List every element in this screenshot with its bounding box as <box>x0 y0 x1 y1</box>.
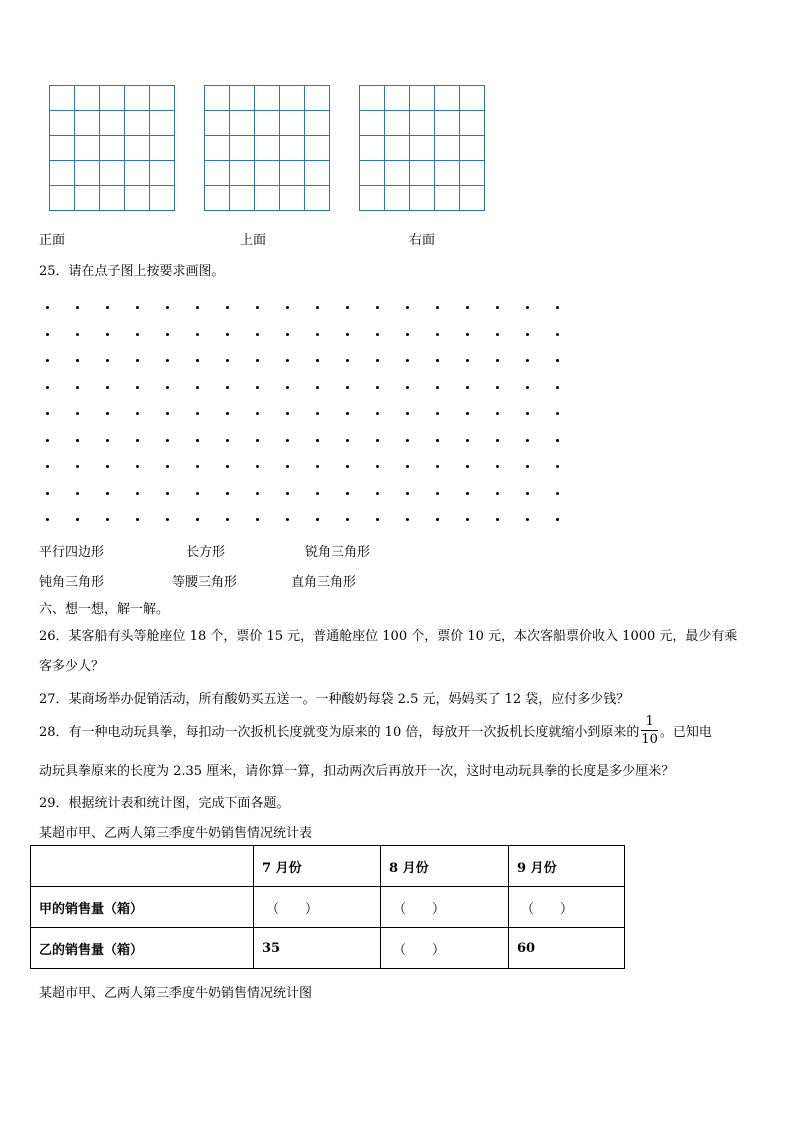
grid-dot <box>496 359 499 362</box>
grid-dot <box>466 492 469 495</box>
grid-dot <box>346 333 349 336</box>
grid-dot <box>406 386 409 389</box>
grid-dot <box>346 465 349 468</box>
grid-dot <box>496 386 499 389</box>
grid-dot <box>226 412 229 415</box>
grid-dot <box>406 439 409 442</box>
grid-dot <box>106 333 109 336</box>
grid-dot <box>76 492 79 495</box>
grid-dot <box>436 306 439 309</box>
grid-dot <box>76 333 79 336</box>
grid-dot <box>526 492 529 495</box>
table-row <box>31 928 625 969</box>
grid-dot <box>106 412 109 415</box>
grid-dot <box>376 333 379 336</box>
grid-dot <box>346 439 349 442</box>
grid-dot <box>526 306 529 309</box>
q28-line2: 动玩具拳原来的长度为 2.35 厘米，请你算一算，扣动两次后再放开一次，这时电动玩具拳的长度是多少厘米？ <box>39 764 675 779</box>
jia-august-blank[interactable]: （ ） <box>381 887 509 928</box>
grid-dot <box>496 333 499 336</box>
grid-dot <box>256 439 259 442</box>
grid-dot <box>406 465 409 468</box>
grid-dot <box>376 359 379 362</box>
grid-dot <box>556 439 559 442</box>
grid-dot <box>406 359 409 362</box>
grid-dot <box>436 359 439 362</box>
grid-dot <box>226 465 229 468</box>
row-label-yi: 乙的销售量（箱） <box>31 928 254 969</box>
grid-dot <box>286 492 289 495</box>
grid-dot <box>316 492 319 495</box>
grid-dot <box>496 439 499 442</box>
grid-dot <box>196 465 199 468</box>
grid-dot <box>376 465 379 468</box>
grid-dot <box>226 333 229 336</box>
grid-dot <box>376 412 379 415</box>
grid-dot <box>436 412 439 415</box>
grid-dot <box>196 412 199 415</box>
grid-dot <box>46 412 49 415</box>
grid-dot <box>76 359 79 362</box>
grid-dot <box>226 439 229 442</box>
grid-dot <box>106 518 109 521</box>
grid-dot <box>496 518 499 521</box>
grid-dot <box>196 333 199 336</box>
grid-dot <box>76 465 79 468</box>
fraction <box>641 715 658 746</box>
section-heading: 六、想一想，解一解。 <box>39 602 170 617</box>
grid-dot <box>166 465 169 468</box>
grid-dot <box>166 412 169 415</box>
grid-dot <box>286 412 289 415</box>
table-header-row <box>31 846 625 887</box>
grid-dot <box>466 359 469 362</box>
grid-dot <box>46 439 49 442</box>
grid-dot <box>226 518 229 521</box>
grid-dot <box>556 386 559 389</box>
grid-dot <box>106 386 109 389</box>
grid-dot <box>166 306 169 309</box>
grid-dot <box>136 359 139 362</box>
grid-dot <box>316 412 319 415</box>
grid-dot <box>526 333 529 336</box>
grid-dot <box>466 386 469 389</box>
grid-dot <box>286 386 289 389</box>
grid-dot <box>136 386 139 389</box>
q28-line1 <box>39 712 712 748</box>
grid-dot <box>556 518 559 521</box>
view-label-right: 右面 <box>409 233 436 248</box>
grid-dot <box>526 465 529 468</box>
grid-dot <box>106 492 109 495</box>
grid-dot <box>406 518 409 521</box>
grid-dot <box>196 386 199 389</box>
grid-dot <box>376 439 379 442</box>
grid-dot <box>196 306 199 309</box>
grid-dot <box>496 412 499 415</box>
grid-dot <box>406 333 409 336</box>
grid-dot <box>46 386 49 389</box>
grid-dot <box>526 412 529 415</box>
grid-dot <box>316 386 319 389</box>
grid-dot <box>256 333 259 336</box>
grid-dot <box>556 333 559 336</box>
grid-dot <box>226 359 229 362</box>
grid-dot <box>196 359 199 362</box>
grid-dot <box>376 386 379 389</box>
grid-dot <box>196 518 199 521</box>
shape-parallelogram: 平行四边形 <box>39 545 105 560</box>
grid-dot <box>166 333 169 336</box>
grid-dot <box>466 333 469 336</box>
grid-dot <box>316 439 319 442</box>
grid-dot <box>46 492 49 495</box>
grid-dot <box>46 518 49 521</box>
grid-dot <box>466 412 469 415</box>
jia-july-blank[interactable]: （ ） <box>254 887 381 928</box>
grid-dot <box>166 359 169 362</box>
table-title: 某超市甲、乙两人第三季度牛奶销售情况统计表 <box>39 826 313 841</box>
grid-dot <box>556 492 559 495</box>
grid-dot <box>466 518 469 521</box>
grid-dot <box>46 465 49 468</box>
grid-dot <box>286 306 289 309</box>
grid-dot <box>76 518 79 521</box>
grid-dot <box>226 492 229 495</box>
fraction-numerator: 1 <box>641 715 658 731</box>
shape-acute-triangle: 锐角三角形 <box>305 545 371 560</box>
grid-dot <box>526 518 529 521</box>
grid-dot <box>256 306 259 309</box>
grid-dot <box>46 333 49 336</box>
table-corner-cell <box>31 846 254 887</box>
grid-dot <box>526 359 529 362</box>
grid-dot <box>106 439 109 442</box>
grid-dot <box>466 439 469 442</box>
header-september: 9 月份 <box>509 846 625 887</box>
sales-table <box>30 845 625 969</box>
grid-dot <box>256 465 259 468</box>
grid-dot <box>406 492 409 495</box>
grid-dot <box>346 306 349 309</box>
chart-title: 某超市甲、乙两人第三季度牛奶销售情况统计图 <box>39 986 313 1001</box>
grid-dot <box>436 492 439 495</box>
shape-rectangle: 长方形 <box>186 545 226 560</box>
jia-september-blank[interactable]: （ ） <box>509 887 625 928</box>
grid-dot <box>76 439 79 442</box>
grid-dot <box>436 333 439 336</box>
grid-dot <box>76 386 79 389</box>
grid-dot <box>526 386 529 389</box>
grid-dot <box>166 439 169 442</box>
grid-dot <box>136 333 139 336</box>
grid-dot <box>256 359 259 362</box>
grid-dot <box>376 492 379 495</box>
grid-dot <box>136 439 139 442</box>
fraction-denominator: 10 <box>641 731 658 747</box>
grid-dot <box>346 412 349 415</box>
grid-dot <box>286 359 289 362</box>
q28-part2: 。已知电 <box>659 724 712 740</box>
table-row <box>31 887 625 928</box>
grid-top <box>204 85 330 211</box>
grid-dot <box>286 465 289 468</box>
grid-dot <box>106 306 109 309</box>
grid-dot <box>316 359 319 362</box>
grid-dot <box>136 412 139 415</box>
grid-dot <box>166 386 169 389</box>
grid-dot <box>136 465 139 468</box>
grid-dot <box>316 333 319 336</box>
grid-dot <box>136 492 139 495</box>
yi-july-value: 35 <box>254 928 381 969</box>
q25-title: 25．请在点子图上按要求画图。 <box>39 264 225 279</box>
view-label-front: 正面 <box>39 233 66 248</box>
grid-dot <box>406 412 409 415</box>
grid-dot <box>346 386 349 389</box>
grid-dot <box>286 439 289 442</box>
q28-part1: 28．有一种电动玩具拳，每扣动一次扳机长度就变为原来的 10 倍，每放开一次扳机长度就缩小到原来的 <box>39 724 640 740</box>
grid-dot <box>496 465 499 468</box>
q26-line1: 26．某客船有头等舱座位 18 个，票价 15 元，普通舱座位 100 个，票价 10 元，本次客船票价收入 1000 元，最少有乘 <box>39 629 738 644</box>
grid-dot <box>496 306 499 309</box>
grid-dot <box>436 518 439 521</box>
grid-dot <box>436 439 439 442</box>
grid-dot <box>466 306 469 309</box>
grid-right <box>359 85 485 211</box>
grid-dot <box>256 412 259 415</box>
grid-dot <box>286 518 289 521</box>
shape-right-triangle: 直角三角形 <box>291 575 357 590</box>
grid-dot <box>436 465 439 468</box>
grid-dot <box>556 412 559 415</box>
view-label-top: 上面 <box>240 233 267 248</box>
grid-dot <box>316 465 319 468</box>
grid-dot <box>106 359 109 362</box>
grid-dot <box>226 386 229 389</box>
shape-isosceles-triangle: 等腰三角形 <box>172 575 238 590</box>
shape-obtuse-triangle: 钝角三角形 <box>39 575 105 590</box>
grid-dot <box>46 359 49 362</box>
grid-dot <box>166 492 169 495</box>
grid-dot <box>346 359 349 362</box>
grid-dot <box>46 306 49 309</box>
grid-dot <box>76 412 79 415</box>
grid-dot <box>316 518 319 521</box>
grid-dot <box>226 306 229 309</box>
grid-front <box>49 85 175 211</box>
grid-dot <box>436 386 439 389</box>
grid-dot <box>136 306 139 309</box>
grid-dot <box>346 518 349 521</box>
grid-dot <box>406 306 409 309</box>
grid-dot <box>376 306 379 309</box>
grid-dot <box>196 492 199 495</box>
q26-line2: 客多少人？ <box>39 659 105 674</box>
row-label-jia: 甲的销售量（箱） <box>31 887 254 928</box>
grid-dot <box>196 439 199 442</box>
header-august: 8 月份 <box>381 846 509 887</box>
grid-dot <box>256 518 259 521</box>
grid-dot <box>346 492 349 495</box>
grid-dot <box>286 333 289 336</box>
grid-dot <box>496 492 499 495</box>
grid-dot <box>106 465 109 468</box>
yi-august-blank[interactable]: （ ） <box>381 928 509 969</box>
grid-dot <box>136 518 139 521</box>
grid-dot <box>316 306 319 309</box>
grid-dot <box>556 465 559 468</box>
grid-dot <box>556 306 559 309</box>
q29-title: 29．根据统计表和统计图，完成下面各题。 <box>39 796 290 811</box>
grid-dot <box>376 518 379 521</box>
header-july: 7 月份 <box>254 846 381 887</box>
grid-dot <box>256 386 259 389</box>
grid-dot <box>466 465 469 468</box>
grid-dot <box>526 439 529 442</box>
q27: 27．某商场举办促销活动，所有酸奶买五送一。一种酸奶每袋 2.5 元，妈妈买了 12 袋，应付多少钱？ <box>39 692 630 707</box>
yi-september-value: 60 <box>509 928 625 969</box>
grid-dot <box>166 518 169 521</box>
grid-dot <box>76 306 79 309</box>
grid-dot <box>256 492 259 495</box>
grid-dot <box>556 359 559 362</box>
